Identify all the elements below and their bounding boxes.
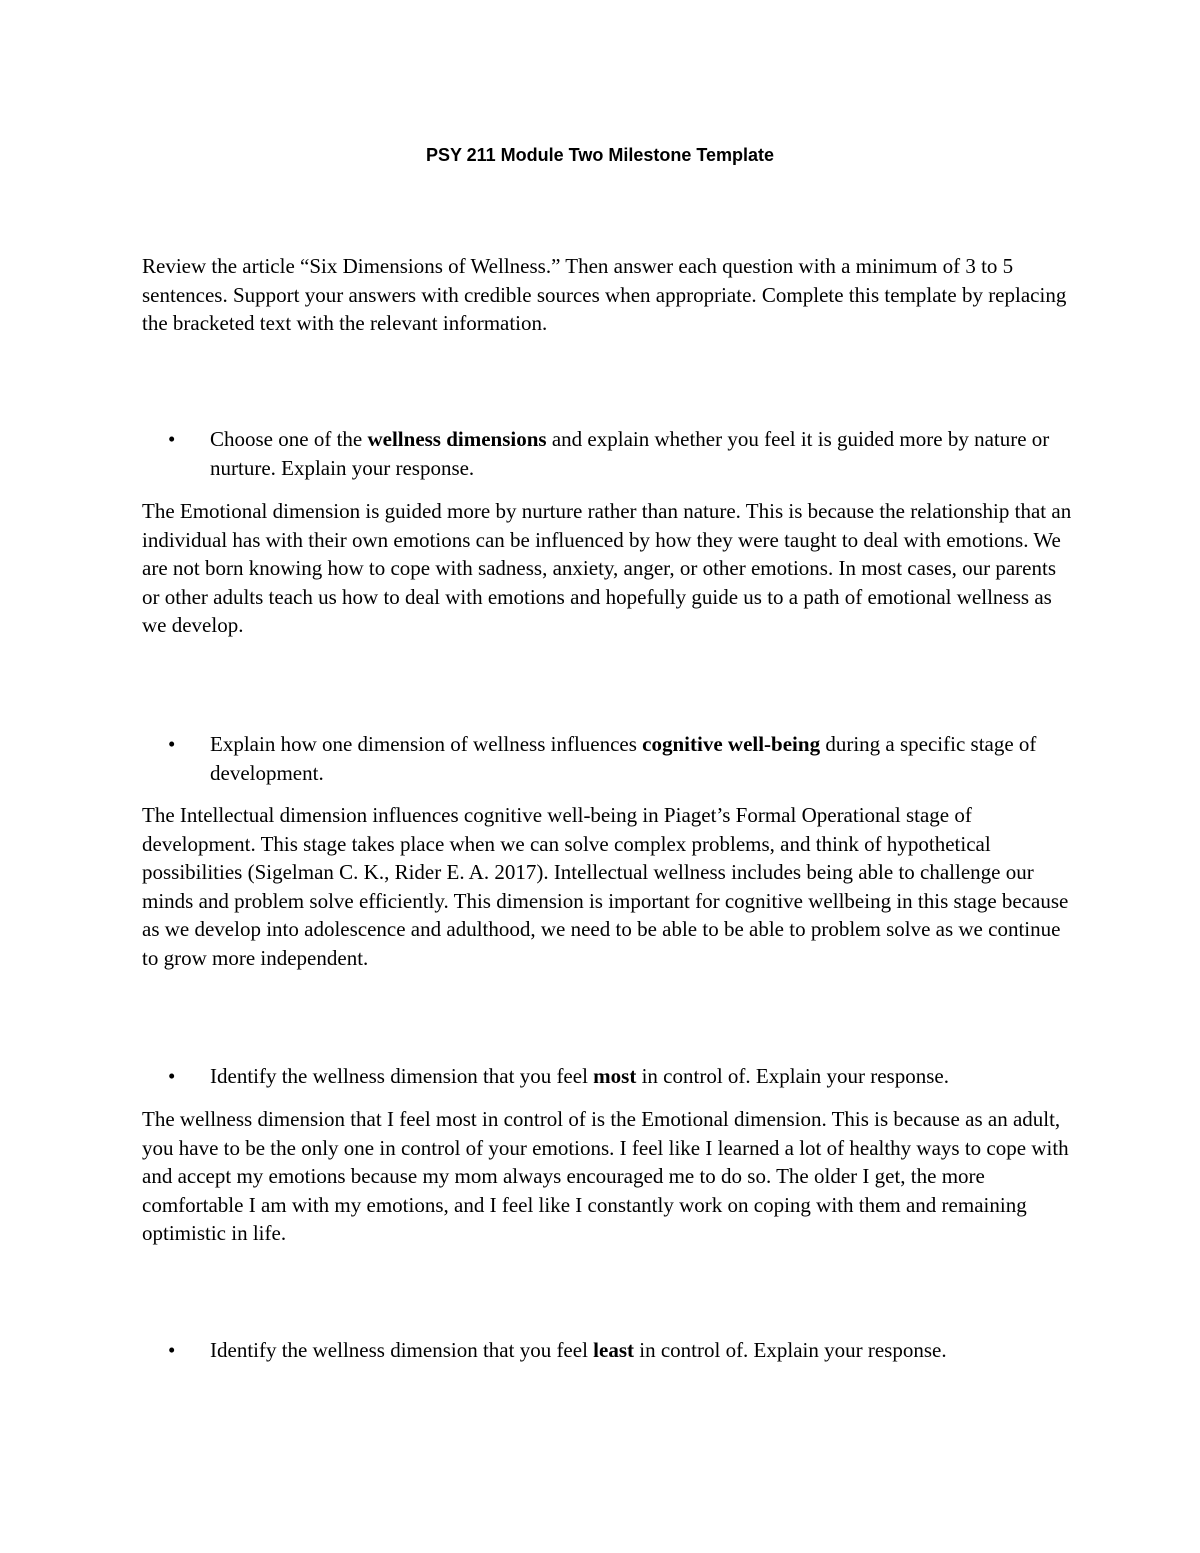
bullet-icon: •: [168, 732, 176, 756]
bullet-icon: •: [168, 1338, 176, 1362]
bullet-icon: •: [168, 1064, 176, 1088]
answer-1: The Emotional dimension is guided more by nurture rather than nature. This is because the relationship that an individual has with their own emotions can be influenced by how they were taught to deal with emotions. We are not born knowing how to cope with sadness, anxiety, anger, or other emotions. In most cases, our parents or other adults teach us how to deal with emotions and hopefully guide us to a path of emotional wellness as we develop.: [142, 499, 1072, 637]
answer-2: The Intellectual dimension influences cognitive well-being in Piaget’s Formal Operational stage of development. This stage takes place when we can solve complex problems, and think of hypothetical possibilities (Sigelman C. K., Rider E. A. 2017). Intellectual wellness includes being able to challenge our minds and problem solve efficiently. This dimension is important for cognitive wellbeing in this stage because as we develop into adolescence and adulthood, we need to be able to be able to problem solve as we continue to grow more independent.: [142, 803, 1069, 970]
answer-3: The wellness dimension that I feel most in control of is the Emotional dimension. This is because as an adult, you have to be the only one in control of your emotions. I feel like I learned a lot of healthy ways to cope with and accept my emotions because my mom always encouraged me to do so. The older I get, the more comfortable I am with my emotions, and I feel like I constantly work on coping with them and remaining optimistic in life.: [142, 1107, 1069, 1245]
document-title: PSY 211 Module Two Milestone Template: [425, 145, 775, 165]
instructions-paragraph: Review the article “Six Dimensions of Wellness.” Then answer each question with a minimum of 3 to 5 sentences. Support your answers with credible sources when appropriate. Complete this template by replacing the bracketed text with the relevant information.: [142, 254, 1067, 335]
question-4-text: Identify the wellness dimension that you feel least in control of. Explain your response.: [210, 1338, 947, 1362]
question-3-text: Identify the wellness dimension that you feel most in control of. Explain your response.: [210, 1064, 949, 1088]
question-1-text: Choose one of the wellness dimensions and explain whether you feel it is guided more by nature or nurture. Explain your response.: [210, 427, 1050, 480]
bullet-icon: •: [168, 427, 176, 451]
question-2-text: Explain how one dimension of wellness influences cognitive well-being during a specific stage of development.: [210, 732, 1037, 785]
